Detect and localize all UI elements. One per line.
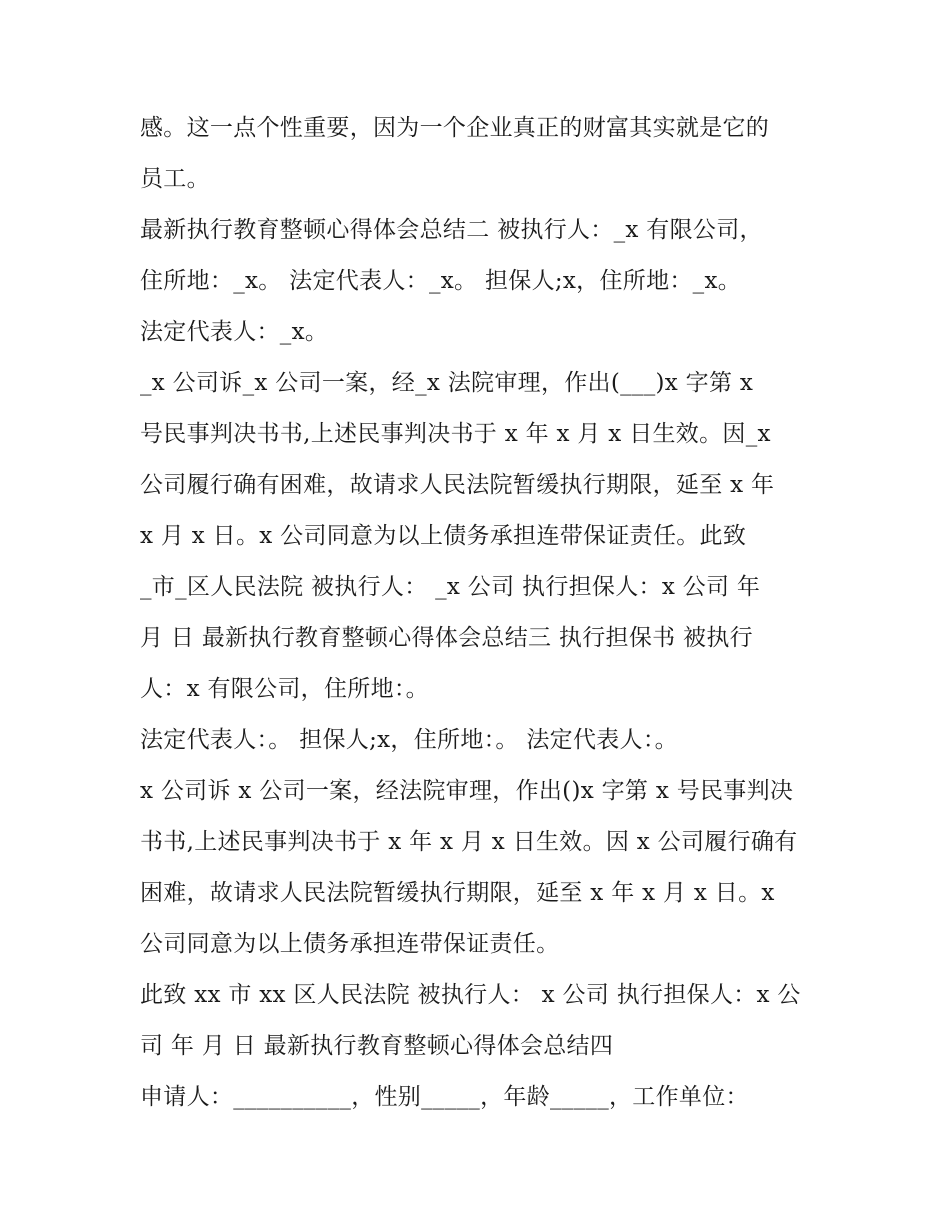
- text-line: 月 日 最新执行教育整顿心得体会总结三 执行担保书 被执行: [140, 625, 753, 651]
- text-line: 申请人：__________，性别_____，年龄_____，工作单位：: [140, 1084, 749, 1110]
- text-line: 法定代表人：_x。: [140, 319, 329, 345]
- text-line: 公司同意为以上债务承担连带保证责任。: [140, 931, 560, 957]
- text-line: x 公司诉 x 公司一案，经法院审理，作出()x 字第 x 号民事判决: [140, 778, 794, 804]
- text-line: _x 公司诉_x 公司一案，经_x 法院审理，作出(___)x 字第 x: [140, 370, 754, 396]
- text-line: 法定代表人：。 担保人;x，住所地：。 法定代表人：。: [140, 727, 678, 753]
- text-line: x 月 x 日。x 公司同意为以上债务承担连带保证责任。此致: [140, 523, 747, 549]
- text-line: _市_区人民法院 被执行人： _x 公司 执行担保人：x 公司 年: [140, 574, 761, 600]
- text-line: 员工。: [140, 166, 210, 192]
- text-line: 司 年 月 日 最新执行教育整顿心得体会总结四: [140, 1033, 614, 1059]
- text-line: 书书,上述民事判决书于 x 年 x 月 x 日生效。因 x 公司履行确有: [140, 829, 798, 855]
- text-line: 感。这一点个性重要，因为一个企业真正的财富其实就是它的: [140, 115, 770, 141]
- document-body: [140, 103, 820, 1123]
- text-line: 最新执行教育整顿心得体会总结二 被执行人：_x 有限公司，: [140, 217, 763, 243]
- text-line: 号民事判决书书,上述民事判决书于 x 年 x 月 x 日生效。因_x: [140, 421, 771, 447]
- text-line: 住所地：_x。 法定代表人：_x。 担保人;x，住所地：_x。: [140, 268, 742, 294]
- text-line: 此致 xx 市 xx 区人民法院 被执行人： x 公司 执行担保人：x 公: [140, 982, 801, 1008]
- text-line: 人：x 有限公司，住所地：。: [140, 676, 429, 702]
- text-line: 公司履行确有困难，故请求人民法院暂缓执行期限，延至 x 年: [140, 472, 775, 498]
- text-line: 困难，故请求人民法院暂缓执行期限，延至 x 年 x 月 x 日。x: [140, 880, 775, 906]
